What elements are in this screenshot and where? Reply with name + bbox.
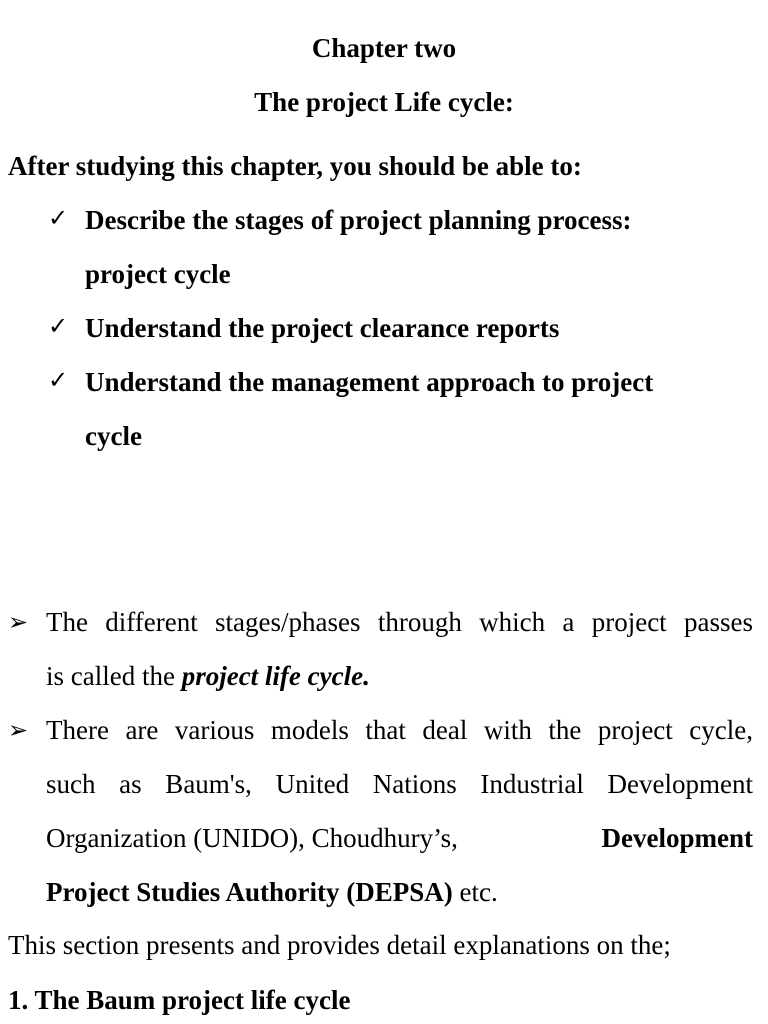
section-intro: This section presents and provides detail explanations on the;	[8, 930, 671, 960]
objective-item-2-line-1: Understand the project clearance reports	[85, 313, 560, 343]
bullet-2-suffix: etc.	[452, 877, 498, 907]
bullet-1-line-1: The different stages/phases through which a project passes	[46, 607, 753, 637]
arrow-bullet-icon: ➢	[8, 608, 29, 636]
term-depsa: Project Studies Authority (DEPSA)	[46, 877, 453, 907]
bullet-2-line-4	[46, 876, 498, 908]
arrow-bullet-icon: ➢	[8, 716, 29, 744]
objectives-intro: After studying this chapter, you should be able to:	[8, 151, 582, 181]
bullet-2-line-1: There are various models that deal with the project cycle,	[46, 715, 753, 745]
objective-item-3-line-1: Understand the management approach to project	[85, 367, 654, 397]
chapter-label: Chapter two	[311, 33, 457, 63]
bullet-2-line-2: such as Baum's, United Nations Industrial Development	[46, 769, 753, 799]
checkmark-icon: ✓	[48, 312, 69, 340]
bullet-2-line-3-bold: Development	[601, 823, 753, 853]
bullet-2-line-3-text: Organization (UNIDO), Choudhury’s,	[46, 823, 458, 853]
objective-item-3-line-2: cycle	[85, 421, 142, 451]
bullet-1-text: is called the	[46, 661, 182, 691]
term-project-life-cycle: project life cycle.	[181, 661, 370, 691]
bullet-1-line-2	[46, 660, 370, 692]
objective-item-1-line-1: Describe the stages of project planning process:	[85, 205, 632, 235]
checkmark-icon: ✓	[48, 366, 69, 394]
chapter-title: The project Life cycle:	[254, 87, 514, 117]
objective-item-1-line-2: project cycle	[85, 259, 231, 289]
section-subheading: 1. The Baum project life cycle	[8, 985, 351, 1015]
checkmark-icon: ✓	[48, 204, 69, 232]
